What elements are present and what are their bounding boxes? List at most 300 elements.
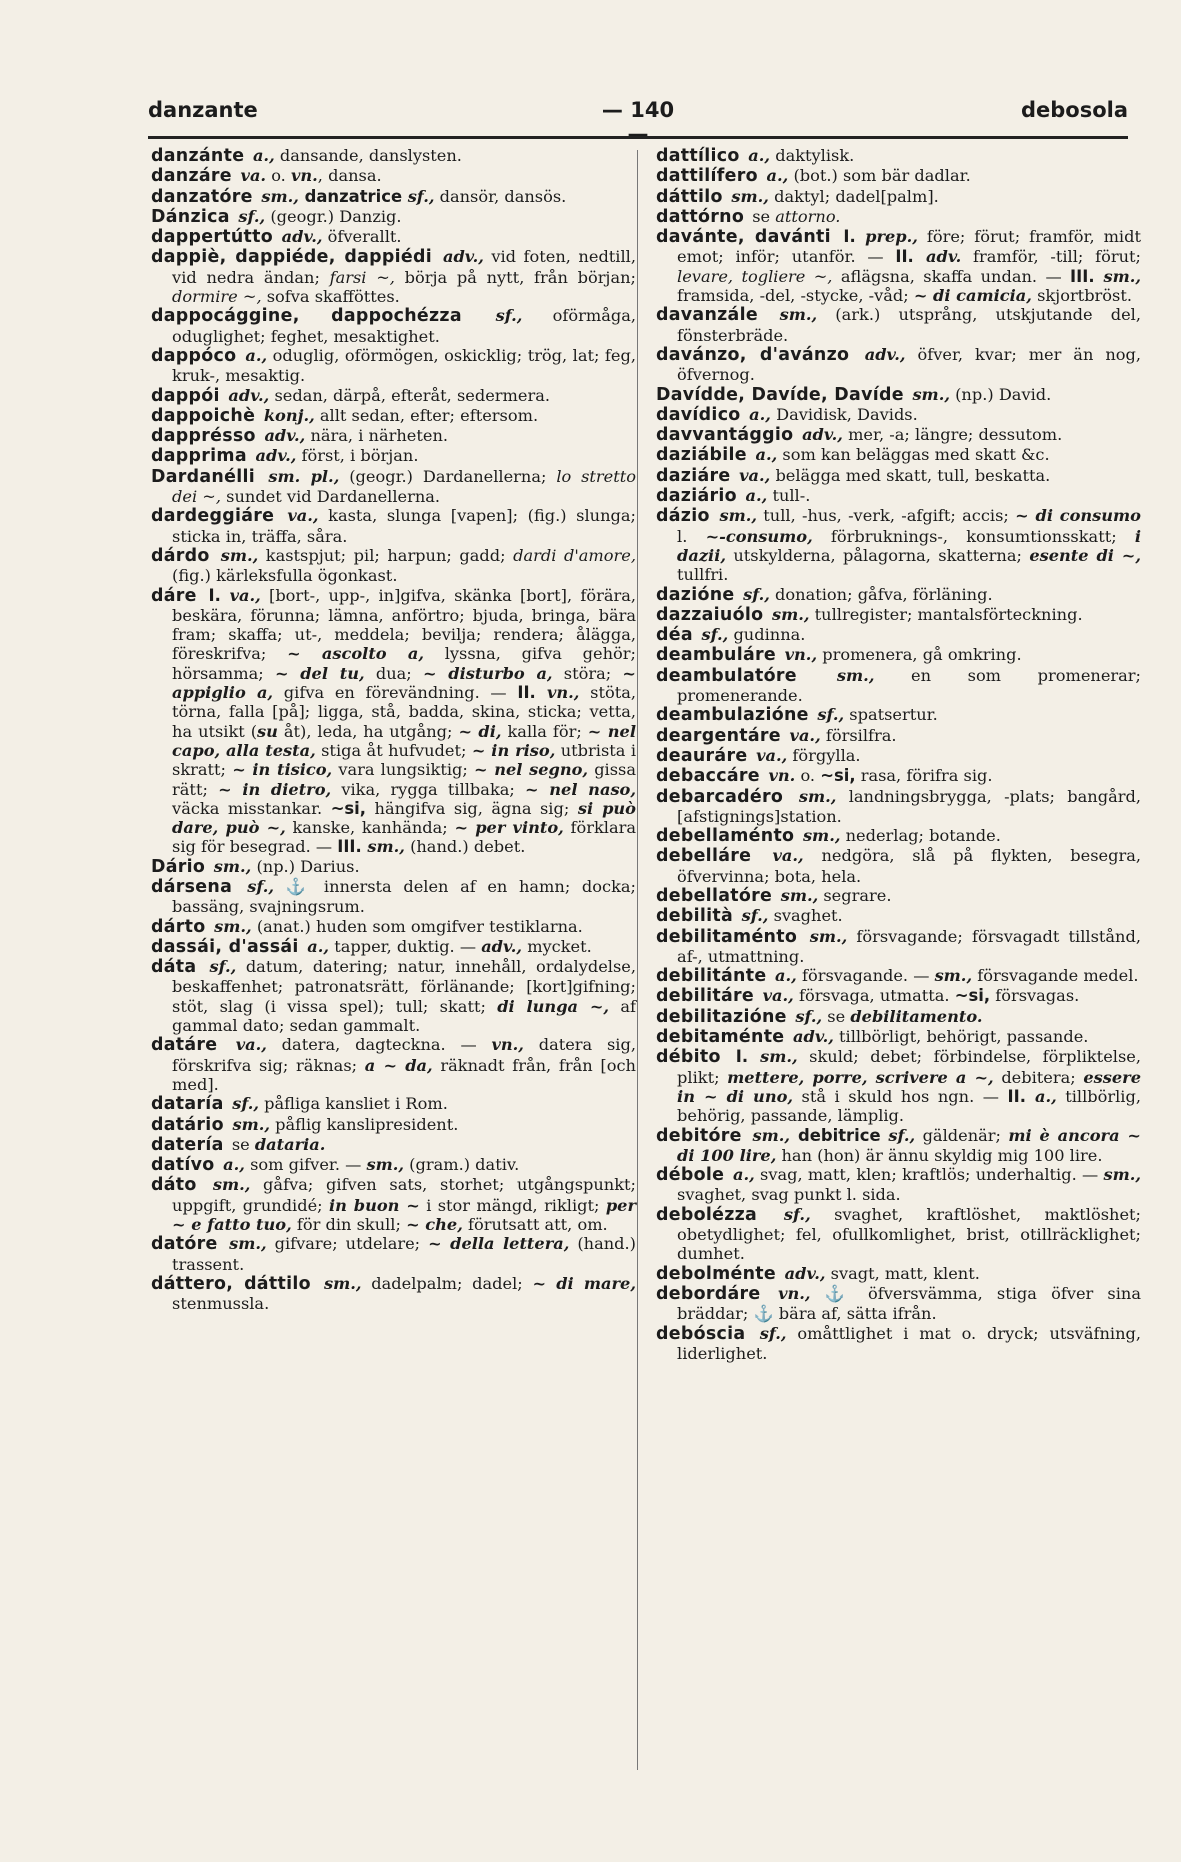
entry-text: som kan beläggas med skatt &c. [777, 445, 1050, 465]
entry-headword: dappertútto [151, 227, 274, 248]
entry-text: ~ della lettera, [428, 1234, 570, 1254]
entry-text: sf., [789, 1006, 823, 1026]
entry-text: vn., [779, 645, 818, 665]
entry-text: (fig.) kärleksfulla ögonkast. [172, 566, 398, 586]
entry-text: I. [723, 1047, 749, 1067]
running-head-left: danzante [148, 98, 258, 122]
entry-headword: dappiè, dappiéde, dappiédi [151, 247, 432, 268]
entry-text: stå i skuld hos ngn. — [793, 1086, 1008, 1106]
dictionary-entry [656, 486, 1141, 506]
dictionary-entry [656, 445, 1141, 465]
entry-text: dadelpalm; dadel; [361, 1273, 533, 1293]
entry-headword: daziáre [656, 465, 731, 486]
entry-text: danzatrice [298, 186, 403, 206]
entry-text: svaghet. [768, 906, 843, 926]
entry-headword: dapprésso [151, 426, 256, 447]
entry-text: kalla för; [501, 721, 588, 741]
dictionary-entry [656, 705, 1141, 725]
dictionary-entry [151, 1234, 636, 1274]
entry-text: o. [795, 766, 821, 786]
entry-text: vn. [290, 166, 318, 186]
dictionary-entry [151, 426, 636, 446]
dictionary-entry [656, 425, 1141, 445]
entry-text: , dansa. [317, 166, 382, 186]
entry-headword: debellaménto [656, 826, 795, 847]
entry-text: svagt, matt, klent. [825, 1263, 980, 1283]
entry-text: ~ nel capo, alla testa, [172, 721, 636, 760]
entry-text: sm., [220, 1234, 267, 1254]
entry-headword: debarcadéro [656, 786, 784, 807]
entry-text: ~ appiglio a, [172, 663, 636, 703]
entry-text: svaghet, kraftlöshet, maktlöshet; obetydlighet; fel, ofullkomlighet, brist, otillräcklighet; dumhet. [677, 1204, 1141, 1264]
header-rule [148, 136, 1128, 139]
entry-headword: daziário [656, 486, 737, 507]
dictionary-entry [656, 846, 1141, 886]
entry-text: (np.) David. [949, 384, 1052, 404]
dictionary-entry [656, 1047, 1141, 1125]
entry-text: a., [301, 936, 330, 956]
entry-text: först, i början. [296, 446, 419, 466]
entry-text: sm. pl., [258, 466, 340, 486]
entry-text: sm., [744, 1125, 791, 1145]
entry-text: som gifver. — [244, 1155, 367, 1175]
entry-headword: danzatóre [151, 186, 253, 207]
entry-text: va. [234, 166, 267, 186]
dictionary-entry [656, 207, 1141, 227]
entry-text: II. [517, 683, 536, 703]
entry-text: II. [1007, 1086, 1026, 1106]
entry-headword: debilitánte [656, 966, 767, 987]
dictionary-entry [656, 927, 1141, 967]
entry-text: va., [783, 725, 821, 745]
entry-text: kasta, slunga [vapen]; (fig.) slunga; sticka in, träffa, såra. [172, 506, 636, 546]
entry-text: sm., [208, 916, 252, 936]
entry-text: sm., [208, 856, 252, 876]
entry-text: sm., [766, 604, 810, 624]
entry-text: sf., [695, 625, 729, 645]
dictionary-entry [656, 1205, 1141, 1264]
entry-headword: dazióne [656, 584, 735, 605]
entry-text: II. [895, 247, 914, 267]
entry-text: prep., [855, 227, 918, 247]
dictionary-entry [656, 405, 1141, 425]
entry-headword: debaccáre [656, 766, 760, 787]
entry-text: sf., [235, 876, 275, 896]
dictionary-entry [151, 446, 636, 466]
entry-text: sf., [464, 306, 523, 326]
page-number: — 140 — [601, 98, 675, 146]
entry-text: (hand.) debet. [404, 837, 526, 857]
entry-text: sf., [232, 206, 266, 226]
entry-text: adv., [796, 425, 843, 445]
page-header [148, 96, 1128, 146]
entry-text: sf., [402, 186, 435, 206]
entry-text: (ark.) utsprång, utskjutande del, fönsterbräde. [677, 305, 1141, 345]
dictionary-entry [151, 406, 636, 426]
entry-text: ~si, [330, 798, 367, 818]
entry-text: spatsertur. [844, 705, 938, 725]
dictionary-entry [656, 746, 1141, 766]
column-divider [637, 150, 638, 1770]
entry-text: sm., [786, 786, 837, 806]
dictionary-entry [656, 466, 1141, 486]
entry-text: ~ del tu, [274, 663, 365, 683]
entry-headword: debilità [656, 906, 734, 927]
entry-headword: debóscia [656, 1323, 746, 1344]
entry-text: sm., [760, 305, 818, 325]
entry-text: va., [277, 506, 319, 526]
entry-text: vn., [763, 1283, 811, 1303]
entry-text: skuld; debet; förbindelse, förpliktelse, plikt; [677, 1047, 1141, 1087]
entry-text: väcka misstankar. [172, 798, 331, 818]
entry-headword: datóre [151, 1234, 218, 1255]
entry-headword: davídico [656, 404, 741, 425]
entry-text: a., [743, 404, 771, 424]
dictionary-entry [656, 826, 1141, 846]
entry-text: va., [220, 1035, 267, 1055]
entry-text: dansande, danslysten. [274, 146, 462, 165]
dictionary-entry [151, 1035, 636, 1094]
entry-text: a., [1025, 1086, 1057, 1106]
entry-text: omåttlighet i mat o. dryck; utsväfning, liderlighet. [677, 1323, 1142, 1363]
entry-text: nedgöra, slå på flykten, besegra, öfvervinna; bota, hela. [677, 846, 1141, 886]
entry-text: belägga med skatt, tull, beskatta. [770, 465, 1051, 485]
entry-text: dataria. [254, 1134, 326, 1154]
entry-text: oförmåga, oduglighet; feghet, mesaktighet. [172, 306, 636, 346]
dictionary-entry [656, 906, 1141, 926]
entry-text: sm., [748, 1047, 798, 1067]
entry-headword: debilitaménto [656, 926, 798, 947]
entry-text: sm., [725, 186, 769, 206]
entry-text: stiga åt hufvudet; [315, 740, 472, 760]
entry-text: konj., [258, 405, 315, 425]
entry-text: se [747, 206, 776, 226]
entry-text: åt), leda, ha utgång; [277, 721, 459, 741]
entry-headword: debitóre [656, 1125, 742, 1146]
entry-text: af gammal dato; sedan gammalt. [172, 996, 636, 1036]
entry-headword: Dário [151, 856, 206, 877]
dictionary-entry [656, 645, 1141, 665]
entry-text: adv., [852, 344, 906, 364]
entry-text: debilitamento. [850, 1006, 983, 1026]
entry-text: aflägsna, skaffa undan. — [832, 266, 1071, 286]
entry-text: en som promenerar; promenerande. [677, 665, 1141, 706]
entry-text: rasa, förifra sig. [855, 766, 993, 786]
entry-text: dormire ~, [172, 287, 262, 307]
entry-text: attorno. [775, 206, 841, 226]
entry-text: tullregister; mantalsförteckning. [809, 604, 1083, 624]
entry-text: per ~ e fatto tuo, [172, 1195, 636, 1235]
entry-text: di lunga ~, [497, 996, 610, 1016]
dictionary-entry [151, 1094, 636, 1114]
entry-text: adv., [481, 936, 523, 956]
dictionary-entry [151, 1274, 636, 1314]
entry-headword: dataría [151, 1094, 224, 1115]
dictionary-entry [151, 1175, 636, 1234]
entry-text: promenera, gå omkring. [817, 645, 1022, 665]
entry-text: i stor mängd, rikligt; [419, 1195, 606, 1215]
entry-text: levare, togliere ~, [677, 266, 833, 286]
dictionary-entry [656, 1027, 1141, 1047]
entry-text: (bot.) som bär dadlar. [788, 166, 971, 186]
dictionary-entry [151, 877, 636, 917]
entry-text: hängifva sig, ägna sig; [366, 798, 578, 818]
entry-text: dansör, dansös. [434, 186, 567, 206]
entry-headword: datívo [151, 1155, 215, 1176]
entry-text: in buon ~ [329, 1195, 420, 1215]
entry-text: tull-. [767, 486, 811, 506]
entry-text: l. [677, 526, 706, 546]
entry-text: sm., [712, 506, 758, 526]
entry-text: ~ nel naso, [525, 779, 636, 799]
entry-text: [bort-, upp-, in]gifva, skänka [bort], förära, beskära, förunna; lämna, anförtro; bjuda, bringa, bära fram; skaffa; ut-, meddela; bevilja; rendera; ålägga, föreskrifva; [172, 585, 636, 664]
entry-text: dardi d'amore, [513, 545, 636, 565]
entry-text: försvagande; försvagadt tillstånd, af-, utmattning. [677, 926, 1141, 966]
dictionary-entry [656, 605, 1141, 625]
entry-text: va., [757, 986, 794, 1006]
entry-text: daktylisk. [770, 146, 855, 165]
dictionary-entry [656, 1007, 1141, 1027]
dictionary-entry [656, 787, 1141, 827]
entry-text: ~ per vinto, [454, 818, 564, 838]
dictionary-entry [656, 187, 1141, 207]
dictionary-entry [151, 146, 636, 166]
entry-text: ~ di consumo [1015, 506, 1141, 526]
entry-text: påfliga kansliet i Rom. [259, 1094, 448, 1114]
entry-text: va., [220, 585, 261, 605]
entry-text: vn. [762, 766, 796, 786]
entry-text: tillbörligt, behörigt, passande. [833, 1027, 1089, 1047]
entry-text: förutsatt att, om. [462, 1215, 608, 1235]
dictionary-entry [151, 506, 636, 546]
entry-text: allt sedan, efter; eftersom. [314, 405, 539, 425]
entry-text: essere in ~ di uno, [677, 1067, 1141, 1106]
dictionary-entry [656, 1324, 1141, 1364]
entry-headword: davánte, davánti [656, 227, 831, 248]
dictionary-entry [656, 166, 1141, 186]
entry-text: sm., [361, 837, 405, 857]
entry-text: (anat.) huden som omgifver testiklarna. [251, 916, 583, 936]
entry-headword: dárto [151, 916, 206, 937]
entry-text: räknadt från, från [och med]. [172, 1055, 636, 1094]
entry-text: va., [733, 465, 771, 485]
entry-text: ~si, [954, 986, 991, 1006]
entry-text: adv., [787, 1027, 834, 1047]
entry-text: sm., [1103, 1165, 1141, 1185]
entry-text: ~ ascolto a, [287, 644, 424, 664]
dictionary-entry [151, 467, 636, 507]
entry-text: a., [739, 486, 768, 506]
entry-text: o. [266, 166, 291, 186]
dictionary-entry [151, 917, 636, 937]
entry-text: för din skull; [291, 1215, 407, 1235]
dictionary-entry [151, 857, 636, 877]
entry-text: framsida, -del, -stycke, -våd; [677, 286, 914, 306]
entry-text: i dazii, [677, 526, 1142, 565]
entry-headword: Davídde, Davíde, Davíde [656, 384, 904, 405]
entry-text: sundet vid Dardanellerna. [221, 487, 441, 507]
dictionary-entry [656, 986, 1141, 1006]
entry-text: adv., [779, 1263, 826, 1283]
entry-text: sf., [811, 705, 845, 725]
entry-headword: danzáre [151, 166, 232, 187]
entry-text: sf., [737, 584, 770, 604]
entry-text: a., [239, 345, 268, 365]
entry-headword: débole [656, 1165, 725, 1186]
entry-text: Davidisk, Davids. [770, 404, 918, 424]
entry-text: a., [727, 1165, 755, 1185]
entry-text: lyssna, gifva gehör; hörsamma; [172, 644, 636, 683]
entry-headword: davánzo, d'avánzo [656, 344, 850, 365]
entry-text: ~ disturbo a, [422, 663, 553, 683]
entry-text: datera sig, förskrifva sig; räknas; [172, 1035, 636, 1075]
entry-text: förbruknings-, konsumtionsskatt; [812, 526, 1135, 546]
entry-text: a., [760, 166, 789, 186]
dictionary-entry [151, 227, 636, 247]
entry-text: skjortbröst. [1031, 286, 1132, 306]
entry-text: vika, rygga tillbaka; [331, 779, 526, 799]
entry-text: ⚓ öfversvämma, stiga öfver sina bräddar; ⚓ bära af, sätta ifrån. [677, 1283, 1141, 1324]
entry-text: kanske, kanhända; [285, 818, 455, 838]
dictionary-entry [151, 957, 636, 1035]
entry-text: nära, i närheten. [305, 426, 449, 446]
dictionary-entry [656, 305, 1141, 345]
entry-headword: debordáre [656, 1283, 761, 1304]
entry-headword: davanzále [656, 305, 758, 326]
entry-headword: deambuláre [656, 645, 776, 666]
entry-text: ~ nel segno, [474, 760, 589, 780]
dictionary-entry [656, 766, 1141, 786]
entry-text: sm., [1094, 266, 1141, 286]
entry-headword: dappói [151, 385, 220, 406]
entry-headword: debilitazióne [656, 1006, 787, 1027]
entry-text: framför, -till; förut; [961, 247, 1141, 267]
entry-headword: deauráre [656, 745, 748, 766]
entry-headword: dáttilo [656, 186, 723, 207]
entry-text: försvaga, utmatta. [793, 986, 955, 1006]
entry-text: ~ in riso, [471, 740, 556, 760]
entry-text: si può dare, può ~, [172, 798, 636, 838]
dictionary-entry [656, 227, 1141, 305]
entry-text: va., [754, 846, 804, 866]
entry-text: sf., [199, 957, 237, 977]
entry-headword: Dardanélli [151, 466, 255, 487]
entry-text: sm., [800, 926, 848, 946]
entry-text: mycket. [522, 936, 592, 956]
entry-text: gifvare; utdelare; [266, 1234, 429, 1254]
entry-text: ⚓ innersta delen af en hamn; docka; bassäng, svajningsrum. [172, 876, 636, 917]
dictionary-entry [656, 385, 1141, 405]
entry-text: sf., [880, 1125, 916, 1145]
entry-text: ~ di, [458, 721, 502, 741]
entry-text: stöta, törna, falla [på]; ligga, stå, badda, skina, sticka; vetta, ha utsikt ( [172, 683, 637, 741]
dictionary-entry [656, 886, 1141, 906]
entry-text: farsi ~, [329, 267, 395, 287]
entry-text: ~ di camicia, [913, 286, 1032, 306]
entry-text: sm., [797, 826, 841, 846]
entry-text: utbrista i skratt; [172, 740, 637, 780]
entry-text: se [226, 1134, 255, 1154]
dictionary-entry [151, 1135, 636, 1155]
entry-text: sm., [226, 1114, 270, 1134]
entry-headword: debelláre [656, 846, 752, 867]
entry-text: debitera; [993, 1067, 1084, 1087]
entry-text: ~-consumo, [705, 526, 813, 546]
entry-text: sm., [212, 545, 259, 565]
dictionary-entry [656, 506, 1141, 584]
dictionary-entry [656, 585, 1141, 605]
entry-text: (geogr.) Dardanellerna; [339, 466, 557, 486]
entry-text: öfverallt. [322, 227, 402, 247]
entry-headword: datáre [151, 1035, 218, 1056]
entry-headword: débito [656, 1047, 721, 1068]
dictionary-entry [656, 1284, 1141, 1324]
entry-text: (gram.) dativ. [404, 1155, 520, 1175]
entry-headword: datário [151, 1114, 224, 1135]
entry-text: sf., [226, 1094, 260, 1114]
entry-text: mi è ancora ~ di 100 lire, [677, 1125, 1141, 1165]
entry-text: ~si, [820, 766, 856, 786]
entry-text: svag, matt, klen; kraftlös; underhaltig. — [754, 1165, 1104, 1185]
dictionary-entry [656, 625, 1141, 645]
entry-text: gissa rätt; [172, 760, 636, 799]
entry-text: kastspjut; pil; harpun; gadd; [258, 545, 514, 565]
entry-text: gåfva; gifven sats, storhet; utgångspunkt; uppgift, grundidé; [172, 1175, 636, 1215]
dictionary-entry [151, 207, 636, 227]
entry-text: (geogr.) Danzig. [265, 206, 402, 226]
entry-text: tull, -hus, -verk, -afgift; accis; [757, 506, 1016, 526]
entry-text: sf., [748, 1323, 787, 1343]
running-head-right: debosola [1020, 98, 1128, 122]
dictionary-entry [151, 1155, 636, 1175]
entry-text: a., [742, 146, 771, 165]
entry-text: förgylla. [787, 745, 861, 765]
entry-headword: dattilífero [656, 166, 758, 187]
entry-text: dua; [364, 663, 423, 683]
entry-text: a., [749, 445, 778, 465]
entry-text: sf., [760, 1204, 811, 1224]
dictionary-entry [151, 937, 636, 957]
entry-headword: dattórno [656, 206, 745, 227]
entry-text: försvagande. — [796, 966, 935, 986]
dictionary-entry [151, 247, 636, 306]
dictionary-entry [151, 166, 636, 186]
entry-text: sm., [255, 186, 299, 206]
left-column [151, 146, 636, 1314]
entry-text: adv., [276, 227, 323, 247]
entry-text: I. [833, 227, 856, 247]
entry-text: a., [217, 1155, 245, 1175]
entry-headword: dáta [151, 957, 197, 978]
entry-text: mer, -a; längre; dessutom. [842, 425, 1063, 445]
entry-text: sm., [799, 665, 875, 685]
entry-text: a., [769, 966, 797, 986]
entry-text: se [822, 1006, 851, 1026]
entry-headword: debilitáre [656, 986, 754, 1007]
entry-text: vn., [491, 1035, 524, 1055]
dictionary-entry [151, 546, 636, 586]
entry-text: sm., [906, 384, 950, 404]
dictionary-entry [656, 1165, 1141, 1205]
entry-text: förklara sig för besegrad. — [172, 818, 636, 857]
entry-text: vn., [535, 683, 580, 703]
entry-text: vara lungsiktig; [332, 760, 475, 780]
entry-text: datera, dagteckna. — [266, 1035, 492, 1055]
entry-text: försvagas. [990, 986, 1080, 1006]
entry-headword: deambulazióne [656, 705, 809, 726]
entry-text: tillbörlig, behörig, passande, lämplig. [677, 1086, 1141, 1126]
entry-text: esente di ~, [1029, 545, 1141, 565]
